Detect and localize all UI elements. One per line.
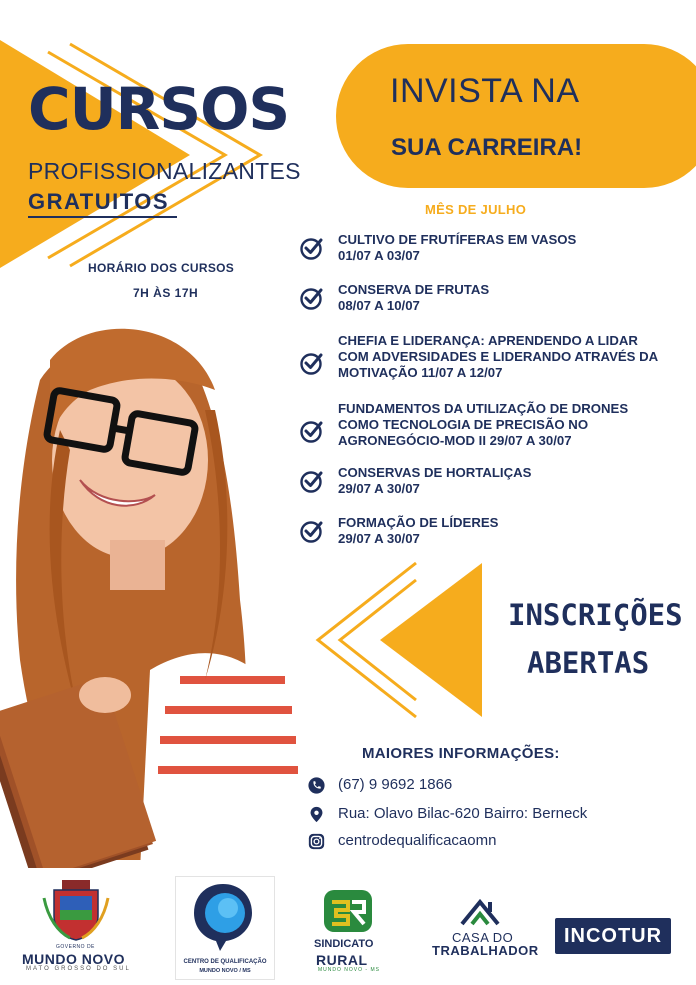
instagram-icon [308, 833, 325, 850]
schedule-value: 7H ÀS 17H [133, 286, 199, 300]
page-subtitle: PROFISSIONALIZANTES [28, 158, 301, 184]
course-line: CONSERVAS DE HORTALIÇAS [338, 465, 532, 480]
check-icon [300, 519, 324, 543]
course-line: MOTIVAÇÃO 11/07 A 12/07 [338, 365, 503, 380]
course-line: 29/07 A 30/07 [338, 531, 420, 546]
cq-line2: MUNDO NOVO / MS [199, 968, 251, 974]
check-icon [300, 469, 324, 493]
page-title: CURSOS [28, 75, 290, 143]
course-line: 01/07 A 03/07 [338, 248, 420, 263]
course-line: CONSERVA DE FRUTAS [338, 282, 490, 297]
course-line: FORMAÇÃO DE LÍDERES [338, 515, 499, 530]
check-icon [300, 351, 324, 375]
course-line: 08/07 A 10/07 [338, 298, 420, 313]
month-label: MÊS DE JULHO [425, 202, 527, 217]
registration-line2: ABERTAS [527, 646, 650, 680]
course-text [338, 401, 678, 449]
course-line: COM ADVERSIDADES E LIDERANDO ATRAVÉS DA [338, 349, 659, 364]
address-text: Rua: Olavo Bilac-620 Bairro: Berneck [338, 805, 588, 822]
banner-line2: SUA CARREIRA! [391, 134, 583, 161]
course-text [338, 282, 678, 314]
mundo-novo-coat-of-arms-logo [40, 878, 112, 942]
course-line: FUNDAMENTOS DA UTILIZAÇÃO DE DRONES [338, 401, 629, 416]
check-icon [300, 286, 324, 310]
sindicato-line2: RURAL [316, 952, 368, 968]
check-icon [300, 236, 324, 260]
sindicato-line3: MUNDO NOVO - MS [318, 967, 380, 973]
course-line: CULTIVO DE FRUTÍFERAS EM VASOS [338, 232, 577, 247]
location-pin-icon [308, 806, 325, 823]
casa-do-trabalhador-logo [458, 896, 502, 926]
mundo-novo-name: MUNDO NOVO [22, 951, 125, 967]
contact-title: MAIORES INFORMAÇÕES: [362, 745, 560, 762]
registration-line1: INSCRIÇÕES [508, 598, 683, 632]
banner-line1: INVISTA NA [390, 72, 580, 110]
schedule-title: HORÁRIO DOS CURSOS [88, 261, 235, 275]
course-text [338, 465, 678, 497]
course-line: 29/07 A 30/07 [338, 481, 420, 496]
sindicato-rural-logo [322, 888, 374, 934]
casa-line1: CASA DO [452, 930, 514, 945]
course-text [338, 333, 678, 381]
instagram-handle: centrodequalificacaomn [338, 832, 497, 849]
course-line: COMO TECNOLOGIA DE PRECISÃO NO [338, 417, 589, 432]
student-photo [0, 300, 310, 870]
cq-line1: CENTRO DE QUALIFICAÇÃO [183, 959, 267, 965]
phone-number: (67) 9 9692 1866 [338, 776, 453, 793]
mundo-novo-state: MATO GROSSO DO SUL [26, 966, 131, 972]
course-text [338, 232, 678, 264]
course-text [338, 515, 678, 547]
phone-icon [308, 777, 325, 794]
career-banner [336, 44, 696, 188]
course-line: CHEFIA E LIDERANÇA: APRENDENDO A LIDAR [338, 333, 638, 348]
casa-line2: TRABALHADOR [432, 943, 539, 958]
course-line: AGRONEGÓCIO-MOD II 29/07 A 30/07 [338, 433, 572, 448]
mundo-novo-gov-label: GOVERNO DE [56, 944, 95, 950]
check-icon [300, 419, 324, 443]
free-label: GRATUITOS [28, 189, 177, 218]
sindicato-line1: SINDICATO [314, 938, 374, 950]
incotur-logo: INCOTUR [555, 918, 671, 954]
arrow-fill [380, 563, 482, 717]
centro-qualificacao-logo [190, 880, 256, 952]
